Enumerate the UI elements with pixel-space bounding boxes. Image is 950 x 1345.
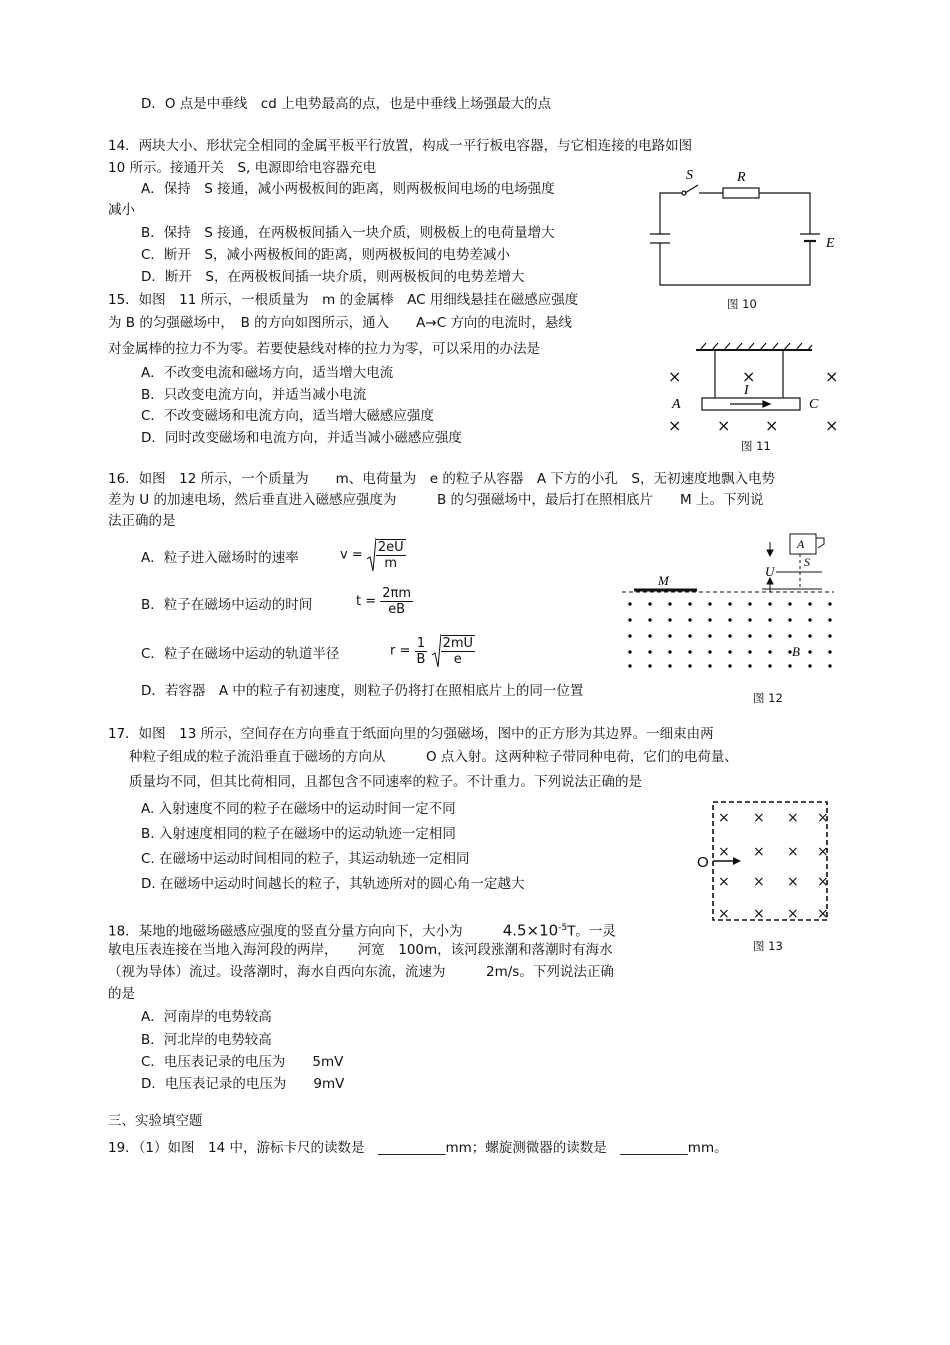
cross-mark: × bbox=[787, 810, 799, 826]
fig12-label-a: A bbox=[797, 537, 805, 551]
q13-option-d: D．O 点是中垂线 cd 上电势最高的点，也是中垂线上场强最大的点 bbox=[141, 96, 552, 112]
q14-option-d: D．断开 S，在两极板间插一块介质，则两极板间的电势差增大 bbox=[141, 269, 525, 285]
figure-10-caption: 图 10 bbox=[727, 297, 757, 311]
field-dot bbox=[688, 634, 691, 637]
field-dot bbox=[628, 602, 631, 605]
section-three-heading: 三、实验填空题 bbox=[108, 1113, 203, 1129]
q14-option-a-line2: 减小 bbox=[108, 202, 135, 218]
q16-a-lhs: v = bbox=[340, 547, 363, 563]
q15-option-b: B．只改变电流方向，并适当减小电流 bbox=[141, 387, 367, 403]
cross-mark: × bbox=[668, 367, 682, 386]
cross-mark: × bbox=[817, 844, 829, 860]
field-dot bbox=[728, 618, 731, 621]
field-dot bbox=[828, 634, 831, 637]
q17-option-b: B. 入射速度相同的粒子在磁场中的运动轨迹一定相同 bbox=[141, 826, 456, 842]
cross-mark: × bbox=[717, 416, 731, 435]
field-dot bbox=[648, 602, 651, 605]
q15-stem-line1: 15．如图 11 所示，一根质量为 m 的金属棒 AC 用细线悬挂在磁感应强度 bbox=[108, 292, 579, 308]
figure-12-mass-spectrometer bbox=[622, 530, 837, 670]
fig11-label-c: C bbox=[809, 397, 819, 412]
cross-mark: × bbox=[718, 906, 730, 922]
field-dot bbox=[688, 618, 691, 621]
cross-mark: × bbox=[765, 416, 779, 435]
q16-stem-line3: 法正确的是 bbox=[108, 513, 176, 529]
fig10-label-s: S bbox=[686, 168, 693, 183]
field-dot bbox=[768, 618, 771, 621]
figure-11-caption: 图 11 bbox=[741, 439, 771, 453]
field-dot bbox=[688, 602, 691, 605]
field-dot bbox=[828, 618, 831, 621]
sqrt-sign-icon bbox=[432, 633, 441, 669]
field-dot bbox=[748, 618, 751, 621]
q18-option-a: A．河南岸的电势较高 bbox=[141, 1009, 272, 1025]
field-dot bbox=[708, 650, 711, 653]
field-dot bbox=[828, 602, 831, 605]
field-dot bbox=[788, 618, 791, 621]
container-spout bbox=[816, 538, 824, 548]
q16-c-rad-num: 2mU bbox=[442, 635, 474, 651]
field-dot bbox=[768, 664, 771, 667]
q14-option-a-line1: A．保持 S 接通，减小两极板间的距离，则两极板间电场的电场强度 bbox=[141, 181, 555, 197]
q16-option-d: D．若容器 A 中的粒子有初速度，则粒子仍将打在照相底片上的同一位置 bbox=[141, 683, 584, 699]
q14-option-c: C．断开 S，减小两极板间的距离，则两极板间的电势差减小 bbox=[141, 247, 510, 263]
fig11-label-a: A bbox=[672, 397, 681, 412]
field-dot bbox=[688, 664, 691, 667]
q18-exponent: -5 bbox=[558, 923, 568, 933]
cross-mark: × bbox=[753, 810, 765, 826]
q18-stem-line1 bbox=[108, 920, 616, 940]
q18-option-c: C．电压表记录的电压为 5mV bbox=[141, 1054, 344, 1070]
resistor bbox=[723, 188, 759, 198]
sqrt-sign-icon bbox=[367, 537, 376, 573]
cross-mark: × bbox=[825, 416, 839, 435]
field-dot bbox=[668, 634, 671, 637]
cross-mark: × bbox=[817, 906, 829, 922]
cross-mark: × bbox=[753, 844, 765, 860]
fig10-label-r: R bbox=[737, 170, 746, 185]
q16-b-lhs: t = bbox=[356, 594, 377, 609]
q18-stem-line4: 的是 bbox=[108, 986, 135, 1002]
field-dot bbox=[648, 634, 651, 637]
cross-mark: × bbox=[718, 874, 730, 890]
q16-b-den: eB bbox=[388, 602, 406, 617]
field-dot bbox=[628, 664, 631, 667]
q16-option-a: A．粒子进入磁场时的速率 bbox=[141, 550, 299, 566]
wire-top-right bbox=[759, 193, 810, 234]
field-dot bbox=[728, 634, 731, 637]
q16-c-sqrt bbox=[432, 633, 475, 669]
field-dot bbox=[708, 634, 711, 637]
q17-stem-line2: 种粒子组成的粒子流沿垂直于磁场的方向从 O 点入射。这两种粒子带同种电荷，它们的电荷量、 bbox=[129, 749, 738, 765]
q19-line1: 19．（1）如图 14 中，游标卡尺的读数是 __________mm；螺旋测微器的读数是 __________mm。 bbox=[108, 1140, 728, 1156]
cross-mark: × bbox=[787, 906, 799, 922]
q18-stem-line3: （视为导体）流过。设落潮时，海水自西向东流，流速为 2m/s。下列说法正确 bbox=[108, 964, 614, 980]
field-dot bbox=[748, 634, 751, 637]
fig11-label-i: I bbox=[744, 383, 749, 398]
field-dot bbox=[648, 650, 651, 653]
cross-mark: × bbox=[718, 810, 730, 826]
q14-stem-line1: 14．两块大小、形状完全相同的金属平板平行放置，构成一平行板电容器，与它相连接的电路如图 bbox=[108, 138, 693, 154]
q15-stem-line3: 对金属棒的拉力不为零。若要使悬线对棒的拉力为零，可以采用的办法是 bbox=[108, 341, 540, 357]
q15-option-a: A．不改变电流和磁场方向，适当增大电流 bbox=[141, 365, 394, 381]
field-dot bbox=[628, 618, 631, 621]
field-dot bbox=[708, 618, 711, 621]
field-dot bbox=[828, 664, 831, 667]
field-dot bbox=[708, 602, 711, 605]
q16-option-c: C．粒子在磁场中运动的轨道半径 bbox=[141, 646, 340, 662]
cross-mark: × bbox=[787, 874, 799, 890]
cross-mark: × bbox=[753, 874, 765, 890]
q18-stem-line1-b: T。一灵 bbox=[567, 923, 616, 940]
wire-bottom bbox=[660, 241, 810, 285]
field-dot bbox=[768, 634, 771, 637]
q16-c-lhs: r = bbox=[390, 643, 411, 659]
field-dot bbox=[768, 650, 771, 653]
field-dot bbox=[668, 618, 671, 621]
field-dot bbox=[688, 650, 691, 653]
q17-option-c: C. 在磁场中运动时间相同的粒子，其运动轨迹一定相同 bbox=[141, 851, 470, 867]
field-dot bbox=[728, 650, 731, 653]
field-dot bbox=[728, 664, 731, 667]
cross-marks-grid bbox=[718, 810, 829, 922]
q16-c-formula bbox=[390, 633, 475, 669]
q16-a-den: m bbox=[384, 555, 398, 571]
q16-a-rad: 2eU bbox=[377, 539, 404, 555]
ceiling-hatch bbox=[700, 343, 812, 350]
q17-option-d: D. 在磁场中运动时间越长的粒子，其轨迹所对的圆心角一定越大 bbox=[141, 876, 525, 892]
switch-lever bbox=[685, 185, 698, 193]
q18-option-b: B．河北岸的电势较高 bbox=[141, 1032, 272, 1048]
figure-12-caption: 图 12 bbox=[753, 691, 783, 705]
q15-option-d: D．同时改变磁场和电流方向，并适当减小磁感应强度 bbox=[141, 430, 462, 446]
cross-mark: × bbox=[742, 367, 756, 386]
field-dot bbox=[808, 634, 811, 637]
q17-option-a: A. 入射速度不同的粒子在磁场中的运动时间一定不同 bbox=[141, 801, 456, 817]
field-dot bbox=[668, 650, 671, 653]
field-dot bbox=[748, 664, 751, 667]
q16-b-num: 2πm bbox=[382, 586, 412, 601]
figure-10-circuit bbox=[650, 165, 840, 290]
fig12-label-u: U bbox=[765, 564, 775, 579]
wire-top-left bbox=[660, 193, 682, 225]
field-dot bbox=[668, 602, 671, 605]
cross-mark: × bbox=[668, 416, 682, 435]
q18-stem-line2: 敏电压表连接在当地入海河段的两岸， 河宽 100m，该河段涨潮和落潮时有海水 bbox=[108, 942, 613, 958]
figure-13-square-field bbox=[695, 798, 835, 926]
fig12-label-s: S bbox=[804, 555, 810, 569]
q16-c-num: 1 bbox=[415, 636, 428, 652]
q14-stem-line2: 10 所示。接通开关 S, 电源即给电容器充电 bbox=[108, 160, 377, 176]
field-dot bbox=[708, 664, 711, 667]
figure-11-rod bbox=[660, 342, 845, 437]
magnetic-field-dots bbox=[628, 602, 831, 667]
q16-stem-line2: 差为 U 的加速电场，然后垂直进入磁感应强度为 B 的匀强磁场中，最后打在照相底片 M 上。下列说 bbox=[108, 492, 764, 508]
q15-option-c: C．不改变磁场和电流方向，适当增大磁感应强度 bbox=[141, 408, 434, 424]
q16-option-b: B．粒子在磁场中运动的时间 bbox=[141, 597, 313, 613]
cross-mark: × bbox=[825, 367, 839, 386]
q17-stem-line1: 17．如图 13 所示，空间存在方向垂直于纸面向里的匀强磁场，图中的正方形为其边界。一细束由两 bbox=[108, 726, 714, 742]
field-dot bbox=[648, 618, 651, 621]
q17-stem-line3: 质量均不同，但其比荷相同，且都包含不同速率的粒子。不计重力。下列说法正确的是 bbox=[129, 774, 642, 790]
field-dot bbox=[768, 602, 771, 605]
field-dot bbox=[628, 650, 631, 653]
field-dot bbox=[628, 634, 631, 637]
fig12-label-m: M bbox=[658, 573, 669, 588]
figure-13-caption: 图 13 bbox=[753, 939, 783, 953]
current-arrow-head-icon bbox=[763, 401, 770, 407]
field-dot bbox=[648, 664, 651, 667]
cross-mark: × bbox=[718, 844, 730, 860]
fig13-label-o: O bbox=[697, 854, 709, 871]
q16-a-formula bbox=[340, 537, 406, 573]
q18-magnitude: 4.5×10 bbox=[502, 921, 559, 940]
q16-stem-line1: 16．如图 12 所示，一个质量为 m、电荷量为 e 的粒子从容器 A 下方的小孔 S，无初速度地飘入电势 bbox=[108, 471, 775, 487]
q18-option-d: D．电压表记录的电压为 9mV bbox=[141, 1076, 345, 1092]
field-dot bbox=[808, 664, 811, 667]
q16-c-rad-den: e bbox=[453, 651, 462, 667]
q16-b-formula bbox=[356, 586, 413, 617]
field-dot bbox=[668, 664, 671, 667]
field-dot bbox=[748, 602, 751, 605]
field-dot bbox=[788, 664, 791, 667]
arrow-down-icon bbox=[767, 550, 773, 556]
field-dot bbox=[808, 650, 811, 653]
q15-stem-line2: 为 B 的匀强磁场中， B 的方向如图所示，通入 A→C 方向的电流时，悬线 bbox=[108, 315, 572, 331]
arrow-right-icon bbox=[733, 857, 741, 865]
cross-mark: × bbox=[817, 810, 829, 826]
q16-c-den: B bbox=[416, 651, 426, 667]
field-dot bbox=[808, 618, 811, 621]
fig12-label-b: B bbox=[792, 644, 800, 659]
field-dot bbox=[788, 634, 791, 637]
cross-mark: × bbox=[817, 874, 829, 890]
cross-mark: × bbox=[787, 844, 799, 860]
fig10-label-e: E bbox=[826, 236, 835, 251]
q18-stem-line1-a: 18．某地的地磁场磁感应强度的竖直分量方向向下，大小为 bbox=[108, 923, 463, 940]
field-dot bbox=[728, 602, 731, 605]
cross-mark: × bbox=[753, 906, 765, 922]
field-dot bbox=[788, 602, 791, 605]
q16-a-sqrt bbox=[367, 537, 406, 573]
q14-option-b: B．保持 S 接通，在两极板间插入一块介质，则极板上的电荷量增大 bbox=[141, 225, 555, 241]
field-dot bbox=[748, 650, 751, 653]
field-dot bbox=[808, 602, 811, 605]
field-dot bbox=[828, 650, 831, 653]
